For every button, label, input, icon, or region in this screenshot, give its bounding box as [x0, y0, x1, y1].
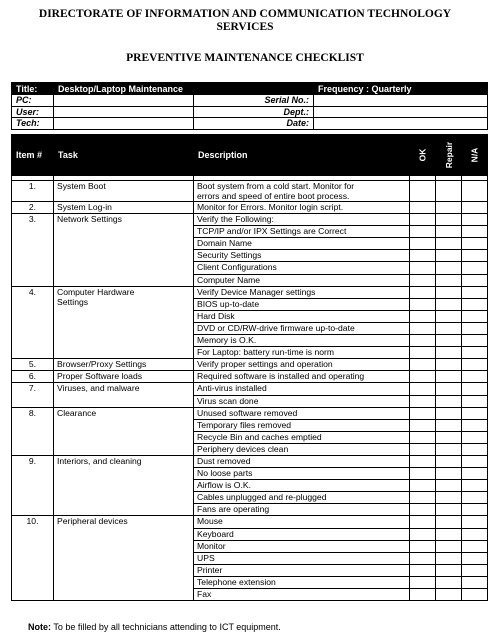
task-line: Settings: [57, 296, 89, 307]
dept-label: Dept.:: [194, 106, 314, 118]
na-checkbox[interactable]: [462, 238, 488, 250]
ok-checkbox[interactable]: [410, 516, 436, 528]
task-name: [54, 383, 194, 407]
na-checkbox[interactable]: [462, 359, 488, 371]
repair-checkbox[interactable]: [436, 226, 462, 238]
task-description: Fans are operating: [194, 504, 410, 516]
na-checkbox[interactable]: [462, 540, 488, 552]
task-description: Anti-virus installed: [194, 383, 410, 395]
task-description: BIOS up-to-date: [194, 298, 410, 310]
task-name: [54, 359, 194, 371]
ok-checkbox[interactable]: [410, 322, 436, 334]
repair-checkbox[interactable]: [436, 443, 462, 455]
na-checkbox[interactable]: [462, 492, 488, 504]
ok-checkbox[interactable]: [410, 407, 436, 419]
checklist-row: [12, 359, 488, 371]
ok-checkbox[interactable]: [410, 371, 436, 383]
repair-checkbox[interactable]: [436, 492, 462, 504]
description-line: errors and speed of entire boot process.: [197, 191, 350, 201]
task-name: System Boot: [54, 181, 194, 202]
repair-checkbox[interactable]: [436, 335, 462, 347]
repair-checkbox[interactable]: [436, 504, 462, 516]
repair-checkbox[interactable]: [436, 516, 462, 528]
col-task: Task: [54, 135, 194, 176]
task-line: Viruses, and malware: [57, 383, 140, 394]
task-name: [54, 516, 194, 601]
checklist-row: [12, 181, 488, 202]
na-checkbox[interactable]: [462, 419, 488, 431]
col-na: [462, 135, 488, 176]
task-line: Computer Hardware: [57, 286, 135, 297]
checklist-title: PREVENTIVE MAINTENANCE CHECKLIST: [126, 52, 364, 64]
repair-checkbox[interactable]: [436, 274, 462, 286]
footer-note: [28, 622, 281, 632]
col-description: Description: [194, 135, 410, 176]
item-number: 7.: [12, 383, 54, 407]
repair-checkbox[interactable]: [436, 262, 462, 274]
title-value: Desktop/Laptop Maintenance: [54, 83, 314, 95]
ok-checkbox[interactable]: [410, 528, 436, 540]
repair-checkbox[interactable]: [436, 298, 462, 310]
na-checkbox[interactable]: [462, 395, 488, 407]
serial-label: Serial No.:: [194, 95, 314, 107]
user-label: User:: [12, 106, 54, 118]
na-checkbox[interactable]: [462, 371, 488, 383]
repair-checkbox[interactable]: [436, 322, 462, 334]
col-ok: [410, 135, 436, 176]
tech-field[interactable]: [54, 118, 194, 130]
task-name: [54, 455, 194, 515]
ok-checkbox[interactable]: [410, 202, 436, 214]
pc-label: PC:: [12, 95, 54, 107]
ok-checkbox[interactable]: [410, 359, 436, 371]
na-checkbox[interactable]: [462, 480, 488, 492]
note-label: Note:: [28, 622, 51, 632]
item-number: 6.: [12, 371, 54, 383]
task-description: Client Configurations: [194, 262, 410, 274]
repair-checkbox[interactable]: [436, 371, 462, 383]
task-description: Keyboard: [194, 528, 410, 540]
repair-checkbox[interactable]: [436, 250, 462, 262]
item-number: 8.: [12, 407, 54, 455]
ok-checkbox[interactable]: [410, 181, 436, 202]
repair-checkbox[interactable]: [436, 419, 462, 431]
user-row: [12, 106, 488, 118]
task-description: TCP/IP and/or IPX Settings are Correct: [194, 226, 410, 238]
task-description: Airflow is O.K.: [194, 480, 410, 492]
repair-checkbox[interactable]: [436, 238, 462, 250]
na-checkbox[interactable]: [462, 564, 488, 576]
task-description: Temporary files removed: [194, 419, 410, 431]
ok-checkbox[interactable]: [410, 589, 436, 601]
column-header-row: [12, 135, 488, 176]
task-description: Virus scan done: [194, 395, 410, 407]
na-checkbox[interactable]: [462, 181, 488, 202]
na-checkbox[interactable]: [462, 274, 488, 286]
ok-checkbox[interactable]: [410, 576, 436, 588]
checklist-row: [12, 455, 488, 467]
ok-checkbox[interactable]: [410, 286, 436, 298]
task-description: Recycle Bin and caches emptied: [194, 431, 410, 443]
task-line: Proper Software loads: [57, 371, 143, 382]
repair-checkbox[interactable]: [436, 576, 462, 588]
task-line: Network Settings: [57, 214, 122, 225]
ok-checkbox[interactable]: [410, 214, 436, 226]
checklist-row: [12, 286, 488, 298]
repair-checkbox[interactable]: [436, 455, 462, 467]
task-description: Required software is installed and operating: [194, 371, 410, 383]
na-checkbox[interactable]: [462, 322, 488, 334]
item-number: 3.: [12, 214, 54, 287]
user-field[interactable]: [54, 106, 194, 118]
task-name: [54, 407, 194, 455]
ok-checkbox[interactable]: [410, 480, 436, 492]
task-line: Browser/Proxy Settings: [57, 359, 147, 370]
item-number: 2.: [12, 202, 54, 214]
task-description: Monitor: [194, 540, 410, 552]
checklist-row: [12, 407, 488, 419]
col-na-label: N/A: [469, 147, 480, 163]
task-description: Unused software removed: [194, 407, 410, 419]
task-description: Verify the Following:: [194, 214, 410, 226]
ok-checkbox[interactable]: [410, 504, 436, 516]
pc-row: [12, 95, 488, 107]
checklist-row: [12, 371, 488, 383]
na-checkbox[interactable]: [462, 250, 488, 262]
item-number: 5.: [12, 359, 54, 371]
date-label: Date:: [194, 118, 314, 130]
ok-checkbox[interactable]: [410, 335, 436, 347]
checklist-row: [12, 202, 488, 214]
task-description: No loose parts: [194, 468, 410, 480]
repair-checkbox[interactable]: [436, 359, 462, 371]
heading-line-2: SERVICES: [216, 21, 274, 33]
task-description: Computer Name: [194, 274, 410, 286]
ok-checkbox[interactable]: [410, 419, 436, 431]
task-description: Hard Disk: [194, 310, 410, 322]
repair-checkbox[interactable]: [436, 528, 462, 540]
repair-checkbox[interactable]: [436, 181, 462, 202]
task-description: Mouse: [194, 516, 410, 528]
na-checkbox[interactable]: [462, 407, 488, 419]
heading-line-1: DIRECTORATE OF INFORMATION AND COMMUNICATION TECHNOLOGY: [38, 8, 452, 20]
col-repair-label: Repair: [444, 141, 455, 169]
na-checkbox[interactable]: [462, 516, 488, 528]
na-checkbox[interactable]: [462, 347, 488, 359]
na-checkbox[interactable]: [462, 335, 488, 347]
repair-checkbox[interactable]: [436, 468, 462, 480]
meta-table: [11, 82, 488, 130]
na-checkbox[interactable]: [462, 528, 488, 540]
ok-checkbox[interactable]: [410, 262, 436, 274]
title-row: [12, 83, 488, 95]
ok-checkbox[interactable]: [410, 431, 436, 443]
ok-checkbox[interactable]: [410, 443, 436, 455]
dept-field[interactable]: [314, 106, 488, 118]
na-checkbox[interactable]: [462, 262, 488, 274]
checklist-row: [12, 383, 488, 395]
task-description: Fax: [194, 589, 410, 601]
ok-checkbox[interactable]: [410, 468, 436, 480]
title-label: Title:: [12, 83, 54, 95]
task-description: UPS: [194, 552, 410, 564]
na-checkbox[interactable]: [462, 310, 488, 322]
repair-checkbox[interactable]: [436, 214, 462, 226]
task-description: [194, 181, 410, 202]
task-description: Monitor for Errors. Monitor login script.: [194, 202, 410, 214]
repair-checkbox[interactable]: [436, 540, 462, 552]
na-checkbox[interactable]: [462, 504, 488, 516]
ok-checkbox[interactable]: [410, 395, 436, 407]
note-text: To be filled by all technicians attending to ICT equipment.: [51, 622, 281, 632]
description-line: Boot system from a cold start. Monitor for: [197, 181, 355, 191]
date-field[interactable]: [314, 118, 488, 130]
na-checkbox[interactable]: [462, 286, 488, 298]
ok-checkbox[interactable]: [410, 564, 436, 576]
checklist-table: [11, 134, 488, 601]
ok-checkbox[interactable]: [410, 383, 436, 395]
repair-checkbox[interactable]: [436, 589, 462, 601]
col-repair: [436, 135, 462, 176]
col-ok-label: OK: [417, 148, 428, 162]
ok-checkbox[interactable]: [410, 455, 436, 467]
na-checkbox[interactable]: [462, 589, 488, 601]
na-checkbox[interactable]: [462, 298, 488, 310]
task-description: Printer: [194, 564, 410, 576]
checklist-body: [12, 176, 488, 601]
repair-checkbox[interactable]: [436, 395, 462, 407]
repair-checkbox[interactable]: [436, 564, 462, 576]
task-description: Verify proper settings and operation: [194, 359, 410, 371]
task-description: Telephone extension: [194, 576, 410, 588]
task-description: Dust removed: [194, 455, 410, 467]
na-checkbox[interactable]: [462, 226, 488, 238]
tech-label: Tech:: [12, 118, 54, 130]
item-number: 9.: [12, 455, 54, 515]
ok-checkbox[interactable]: [410, 274, 436, 286]
task-description: Cables unplugged and re-plugged: [194, 492, 410, 504]
na-checkbox[interactable]: [462, 214, 488, 226]
task-description: DVD or CD/RW-drive firmware up-to-date: [194, 322, 410, 334]
na-checkbox[interactable]: [462, 468, 488, 480]
na-checkbox[interactable]: [462, 455, 488, 467]
repair-checkbox[interactable]: [436, 480, 462, 492]
na-checkbox[interactable]: [462, 383, 488, 395]
repair-checkbox[interactable]: [436, 202, 462, 214]
task-description: Periphery devices clean: [194, 443, 410, 455]
repair-checkbox[interactable]: [436, 347, 462, 359]
repair-checkbox[interactable]: [436, 383, 462, 395]
na-checkbox[interactable]: [462, 202, 488, 214]
task-description: Domain Name: [194, 238, 410, 250]
repair-checkbox[interactable]: [436, 431, 462, 443]
item-number: 1.: [12, 181, 54, 202]
ok-checkbox[interactable]: [410, 552, 436, 564]
task-line: Clearance: [57, 407, 97, 418]
tech-row: [12, 118, 488, 130]
ok-checkbox[interactable]: [410, 250, 436, 262]
ok-checkbox[interactable]: [410, 310, 436, 322]
repair-checkbox[interactable]: [436, 310, 462, 322]
task-line: Peripheral devices: [57, 516, 128, 527]
task-name: [54, 202, 194, 214]
repair-checkbox[interactable]: [436, 552, 462, 564]
col-item: Item #: [12, 135, 54, 176]
checklist-row: [12, 516, 488, 528]
checklist-row: [12, 214, 488, 226]
document-heading: [0, 8, 490, 34]
ok-checkbox[interactable]: [410, 540, 436, 552]
task-description: For Laptop: battery run-time is norm: [194, 347, 410, 359]
ok-checkbox[interactable]: [410, 298, 436, 310]
repair-checkbox[interactable]: [436, 407, 462, 419]
item-number: 10.: [12, 516, 54, 601]
ok-checkbox[interactable]: [410, 238, 436, 250]
frequency-label: Frequency : Quarterly: [314, 83, 488, 95]
na-checkbox[interactable]: [462, 443, 488, 455]
task-line: Interiors, and cleaning: [57, 455, 142, 466]
ok-checkbox[interactable]: [410, 226, 436, 238]
na-checkbox[interactable]: [462, 576, 488, 588]
task-name: [54, 214, 194, 287]
ok-checkbox[interactable]: [410, 492, 436, 504]
pc-field[interactable]: [54, 95, 194, 107]
task-name: [54, 286, 194, 359]
na-checkbox[interactable]: [462, 431, 488, 443]
ok-checkbox[interactable]: [410, 347, 436, 359]
repair-checkbox[interactable]: [436, 286, 462, 298]
item-number: 4.: [12, 286, 54, 359]
na-checkbox[interactable]: [462, 552, 488, 564]
task-name: [54, 371, 194, 383]
serial-field[interactable]: [314, 95, 488, 107]
task-description: Verify Device Manager settings: [194, 286, 410, 298]
task-description: Memory is O.K.: [194, 335, 410, 347]
task-description: Security Settings: [194, 250, 410, 262]
task-line: System Log-in: [57, 202, 112, 212]
